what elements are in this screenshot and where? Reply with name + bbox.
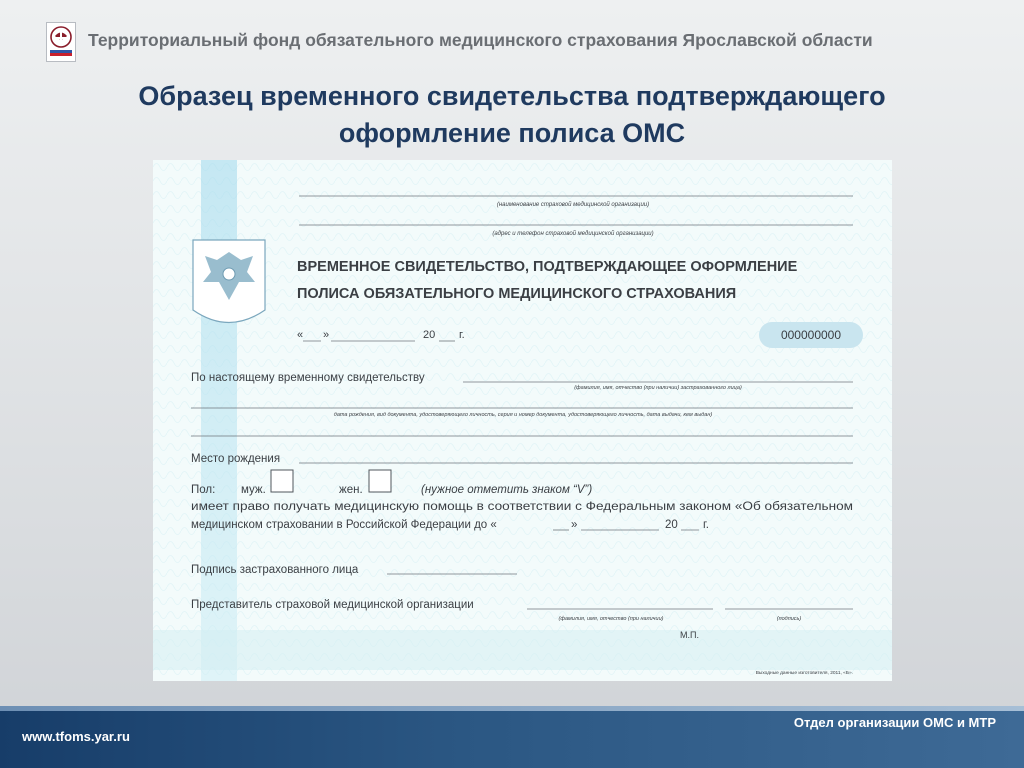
identity-caption: дата рождения, вид документа, удостоверяющего личность, серия и номер документа, удостоверяющего личность, дата выдачи, кем выдан) xyxy=(333,412,713,418)
rights-year-prefix: 20 xyxy=(665,519,678,531)
female-checkbox[interactable] xyxy=(369,470,391,492)
slide-title-line1: Образец временного свидетельства подтверждающего xyxy=(138,81,886,111)
signature-label: Подпись застрахованного лица xyxy=(191,564,359,576)
certificate-heading-line2: ПОЛИСА ОБЯЗАТЕЛЬНОГО МЕДИЦИНСКОГО СТРАХОВАНИЯ xyxy=(297,286,737,302)
insurer-address-caption: (адрес и телефон страховой медицинской организации) xyxy=(492,231,654,237)
certificate-image xyxy=(153,160,892,681)
serial-number: 000000000 xyxy=(780,328,842,342)
mark-hint: (нужное отметить знаком “V”) xyxy=(421,484,593,496)
male-label: муж. xyxy=(241,484,266,496)
slide-title xyxy=(0,78,1024,152)
date-close-quote: » xyxy=(323,329,330,341)
rights-year-suffix: г. xyxy=(703,519,709,531)
footer-bar xyxy=(0,706,1024,768)
imprint: Выходные данные изготовителя, 2011, «Б». xyxy=(755,671,853,676)
date-year-suffix: г. xyxy=(459,329,465,341)
date-open-quote: « xyxy=(297,329,304,341)
representative-label: Представитель страховой медицинской организации xyxy=(191,599,474,611)
holder-caption: (фамилия, имя, отчество (при наличии) застрахованного лица) xyxy=(574,385,742,391)
rights-date-close: » xyxy=(571,519,578,531)
header-org-name: Территориальный фонд обязательного медицинского страхования Ярославской области xyxy=(88,30,873,50)
slide-header xyxy=(0,0,1024,80)
female-label: жен. xyxy=(339,484,363,496)
certificate-heading-line1: ВРЕМЕННОЕ СВИДЕТЕЛЬСТВО, ПОДТВЕРЖДАЮЩЕЕ ОФОРМЛЕНИЕ xyxy=(297,259,798,275)
tfoms-emblem-icon xyxy=(46,22,76,62)
sex-label: Пол: xyxy=(191,484,216,496)
insurer-name-caption: (наименование страховой медицинской организации) xyxy=(496,202,650,208)
department-label: Отдел организации ОМС и МТР xyxy=(793,715,996,730)
stamp-label: М.П. xyxy=(680,630,699,640)
birthplace-label: Место рождения xyxy=(191,453,281,465)
russia-coat-of-arms-icon xyxy=(193,240,265,323)
holder-label: По настоящему временному свидетельству xyxy=(191,372,425,384)
date-year-prefix: 20 xyxy=(423,329,436,341)
rep-sign-caption: (подпись) xyxy=(776,616,802,622)
footer-stripe xyxy=(0,706,1024,711)
rep-name-caption: (фамилия, имя, отчество (при наличии) xyxy=(558,616,664,622)
male-checkbox[interactable] xyxy=(271,470,293,492)
slide-title-line2: оформление полиса ОМС xyxy=(338,118,686,148)
rights-line2: медицинском страховании в Российской Федерации до « xyxy=(191,519,497,531)
website-link[interactable]: www.tfoms.yar.ru xyxy=(22,729,130,744)
rights-line1: имеет право получать медицинскую помощь в соответствии с Федеральным законом «Об обязательном xyxy=(191,501,854,513)
